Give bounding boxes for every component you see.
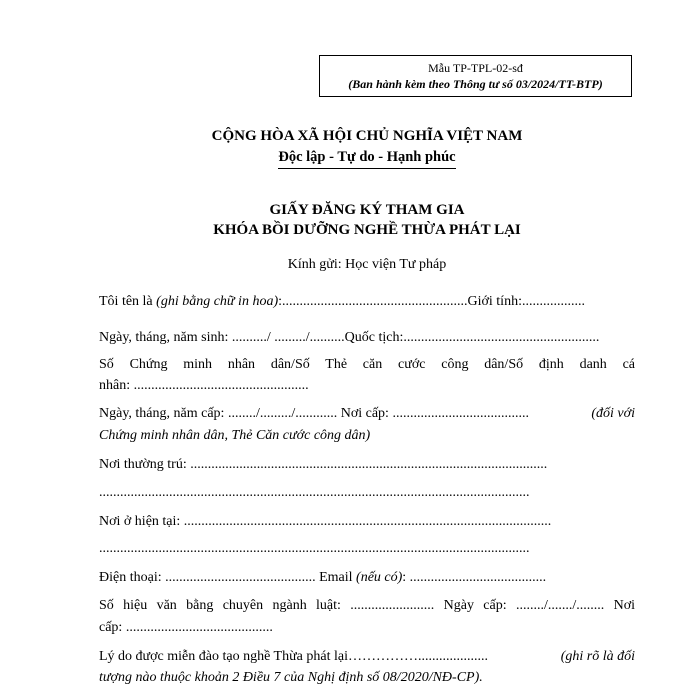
email-field[interactable]: : .......................................: [402, 570, 547, 585]
recipient: Kính gửi: Học viện Tư pháp: [287, 257, 447, 272]
name-field[interactable]: [99, 292, 635, 312]
contact-row: [99, 568, 635, 588]
id-number-field[interactable]: nhân: ..................................................: [99, 378, 309, 393]
current-address-field[interactable]: Nơi ở hiện tại: .........................................................................................................: [99, 514, 552, 529]
name-dots: :.....................................................: [278, 294, 468, 309]
form-code-box: [319, 55, 632, 97]
exempt-row: [99, 647, 635, 667]
issue-note-cont: Chứng minh nhân dân, Thẻ Căn cước công dân): [99, 428, 371, 443]
exempt-reason-field[interactable]: Lý do được miễn đào tạo nghề Thừa phát lại……………....................: [99, 649, 488, 664]
phone-field[interactable]: Điện thoại: ........................................... Email: [99, 570, 357, 585]
residence-field[interactable]: Nơi thường trú: ......................................................................................................: [99, 457, 548, 472]
name-hint: (ghi bằng chữ in hoa): [156, 294, 279, 309]
gender-field[interactable]: Giới tính:..................: [467, 294, 585, 309]
form-code: Mẫu TP-TPL-02-sđ: [428, 61, 523, 75]
nationality-field[interactable]: Quốc tịch:........................................................: [344, 330, 600, 345]
motto-text: Độc lập - Tự do - Hạnh phúc: [278, 149, 455, 169]
dob-field[interactable]: Ngày, tháng, năm sinh: ........../ ........./..........: [99, 330, 345, 345]
dob-nationality-row: [99, 328, 635, 348]
name-label: Tôi tên là: [99, 294, 157, 309]
residence-cont[interactable]: ...........................................................................................................................: [99, 485, 530, 500]
exempt-line2: [99, 668, 635, 688]
exempt-hint: (ghi rõ là đối: [560, 649, 635, 664]
email-hint: (nếu có): [356, 570, 403, 585]
id-number-line1: Số Chứng minh nhân dân/Số Thẻ căn cước công dân/Số định danh cá: [99, 357, 635, 372]
issue-row: [99, 404, 635, 424]
exempt-hint-cont: tượng nào thuộc khoản 2 Điều 7 của Nghị định số 08/2020/NĐ-CP).: [99, 670, 483, 685]
nation-header: CỘNG HÒA XÃ HỘI CHỦ NGHĨA VIỆT NAM: [211, 128, 523, 144]
issue-date-field[interactable]: Ngày, tháng, năm cấp: ......../........./............ Nơi cấp: .......................................: [99, 406, 529, 421]
motto: [0, 149, 700, 166]
form-title-line1: GIẤY ĐĂNG KÝ THAM GIA: [269, 202, 465, 218]
degree-place-field[interactable]: cấp: ..........................................: [99, 620, 273, 635]
degree-line1[interactable]: Số hiệu văn bằng chuyên ngành luật: ........................ Ngày cấp: ......../......./........ Nơi: [99, 598, 635, 613]
form-title-line2: KHÓA BỒI DƯỠNG NGHỀ THỪA PHÁT LẠI: [213, 222, 521, 238]
issue-note: (đối với: [591, 406, 635, 421]
current-address-cont[interactable]: ...........................................................................................................................: [99, 541, 530, 556]
form-issued-note: (Ban hành kèm theo Thông tư số 03/2024/TT-BTP): [348, 77, 603, 91]
